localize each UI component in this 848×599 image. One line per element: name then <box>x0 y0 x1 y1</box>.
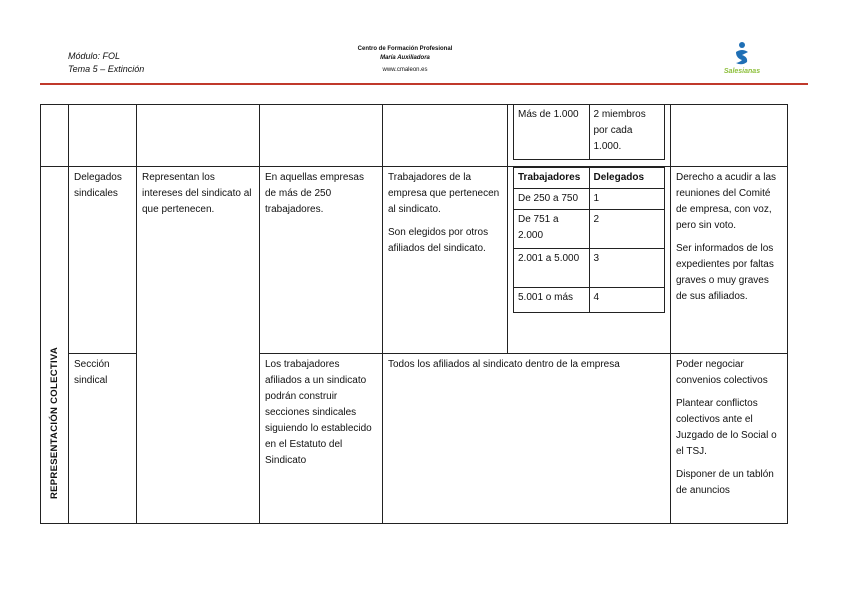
logo-text: Salesianas <box>723 68 761 75</box>
delegados-who <box>383 167 508 354</box>
empty-cell <box>383 105 508 167</box>
table-row <box>514 288 665 313</box>
table-row <box>514 249 665 288</box>
seccion-rights-1: Poder negociar convenios colectivos <box>676 359 768 386</box>
table-row <box>514 189 665 210</box>
scale-workers: 5.001 o más <box>514 288 590 313</box>
module-label: Módulo: FOL <box>68 51 121 61</box>
scale-delegates: 3 <box>589 249 665 288</box>
range-value: Más de 1.000 <box>514 105 590 160</box>
delegados-title: Delegados sindicales <box>69 167 137 354</box>
delegates-value: 2 miembros por cada 1.000. <box>589 105 665 160</box>
section-label: REPRESENTACIÓN COLECTIVA <box>48 347 60 499</box>
table-row <box>514 210 665 249</box>
delegates-scale-table <box>513 167 665 313</box>
salesianas-logo <box>714 40 770 80</box>
scale-delegates: 2 <box>589 210 665 249</box>
scale-delegates: 4 <box>589 288 665 313</box>
seccion-title: Sección sindical <box>69 354 137 524</box>
delegates-scale-cell <box>508 167 671 354</box>
section-label-cell <box>41 167 69 524</box>
scale-header-delegates: Delegados <box>589 168 665 189</box>
header-module-info <box>68 50 144 76</box>
top-range-table <box>513 105 665 160</box>
table-row <box>41 105 788 167</box>
header-divider <box>40 83 808 85</box>
empty-cell <box>137 105 260 167</box>
scale-workers: De 751 a 2.000 <box>514 210 590 249</box>
logo-icon <box>714 40 770 70</box>
seccion-rights-2: Plantear conflictos colectivos ante el Juzgado de lo Social o el TSJ. <box>676 398 777 457</box>
seccion-where: Los trabajadores afiliados a un sindicato podrán construir secciones sindicales siguiendo lo establecido en el Estatuto del Sindicato <box>260 354 383 524</box>
header-center-info <box>330 45 480 75</box>
representation-table <box>40 104 788 524</box>
scale-workers: De 250 a 750 <box>514 189 590 210</box>
center-name: Centro de Formación Profesional <box>357 46 453 52</box>
seccion-who: Todos los afiliados al sindicato dentro de la empresa <box>383 354 671 524</box>
seccion-rights-3: Disponer de un tablón de anuncios <box>676 469 774 496</box>
empty-cell <box>671 105 788 167</box>
empty-cell <box>41 105 69 167</box>
delegados-who-2: Son elegidos por otros afiliados del sindicato. <box>388 227 489 254</box>
delegados-rights-1: Derecho a acudir a las reuniones del Comité de empresa, con voz, pero sin voto. <box>676 172 777 231</box>
scale-header-workers: Trabajadores <box>514 168 590 189</box>
empty-cell <box>260 105 383 167</box>
top-range-cell <box>508 105 671 167</box>
delegados-who-1: Trabajadores de la empresa que pertenecen al sindicato. <box>388 172 500 215</box>
delegados-rights <box>671 167 788 354</box>
table-row <box>41 167 788 354</box>
topic-label: Tema 5 – Extinción <box>68 64 145 74</box>
scale-workers: 2.001 a 5.000 <box>514 249 590 288</box>
seccion-rights <box>671 354 788 524</box>
website-link[interactable]: www.cmaleon.es <box>382 67 428 73</box>
scale-delegates: 1 <box>589 189 665 210</box>
center-subname: María Auxiliadora <box>380 55 430 61</box>
delegados-function: Representan los intereses del sindicato al que pertenecen. <box>137 167 260 524</box>
delegados-where: En aquellas empresas de más de 250 trabajadores. <box>260 167 383 354</box>
delegados-rights-2: Ser informados de los expedientes por faltas graves o muy graves de sus afiliados. <box>676 243 774 302</box>
empty-cell <box>69 105 137 167</box>
